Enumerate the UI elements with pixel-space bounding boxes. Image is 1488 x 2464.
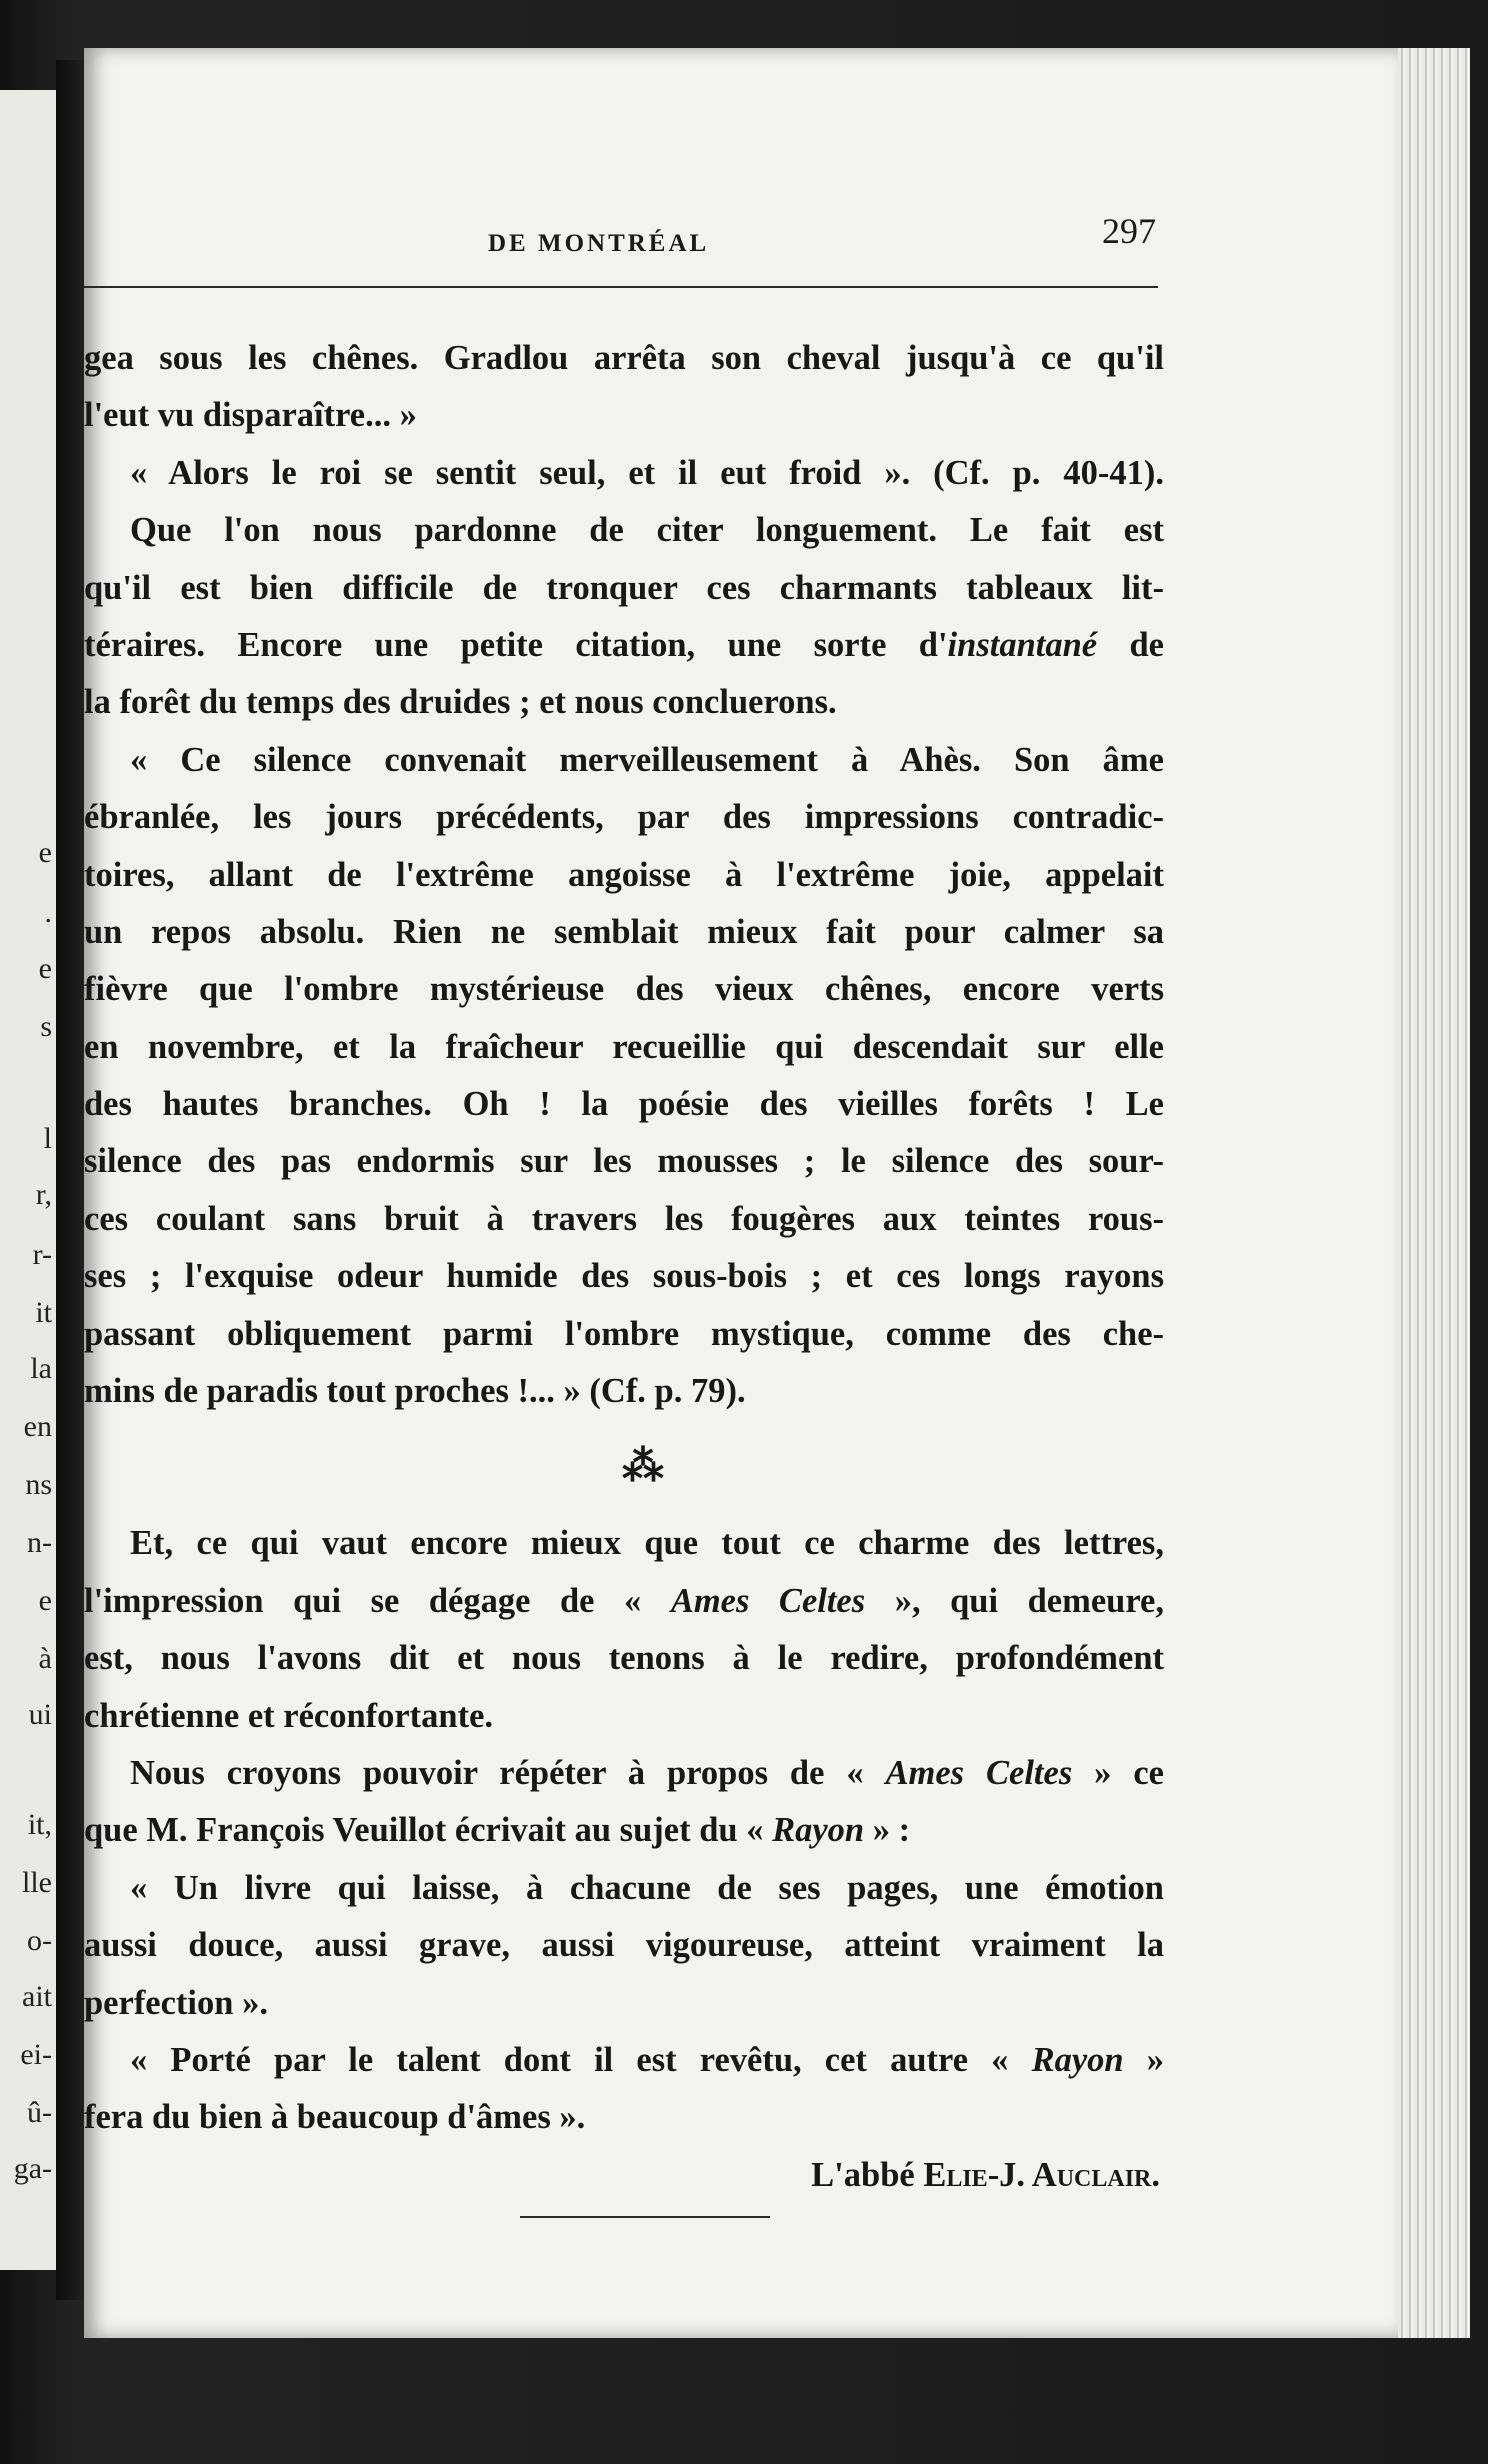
text-line: fièvre que l'ombre mystérieuse des vieux chênes, encore verts (84, 970, 1164, 1009)
text-line: Que l'on nous pardonne de citer longuement. Le fait est (130, 511, 1164, 550)
text-line: « Ce silence convenait merveilleusement à Ahès. Son âme (130, 740, 1164, 779)
fragment: e (38, 836, 52, 869)
running-head: DE MONTRÉAL (488, 230, 710, 257)
fragment: à (38, 1642, 52, 1675)
text-line: « Porté par le talent dont il est revêtu, cet autre « Rayon » (130, 2040, 1164, 2079)
text-line: Nous croyons pouvoir répéter à propos de « Ames Celtes » ce (130, 1753, 1164, 1792)
text-line: silence des pas endormis sur les mousses ; le silence des sour- (84, 1142, 1164, 1181)
page-header (84, 210, 1164, 270)
fragment: û- (27, 2096, 52, 2129)
text-line: chrétienne et réconfortante. (84, 1696, 494, 1735)
fragment: la (30, 1352, 52, 1385)
fragment: o- (27, 1924, 52, 1957)
text-line: Et, ce qui vaut encore mieux que tout ce charme des lettres, (130, 1524, 1164, 1563)
text-line: téraires. Encore une petite citation, une sorte d'instantané de (84, 625, 1164, 664)
fragment: n- (27, 1526, 52, 1559)
text-line: est, nous l'avons dit et nous tenons à le redire, profondément (84, 1639, 1164, 1678)
header-rule (84, 286, 1158, 288)
book-title: Ames Celtes (885, 1753, 1073, 1792)
fragment: r, (35, 1178, 52, 1211)
italic-term: instantané (947, 625, 1098, 664)
text-line: ébranlée, les jours précédents, par des impressions contradic- (84, 798, 1164, 837)
page-number: 297 (1102, 211, 1156, 251)
fragment: ga- (13, 2152, 52, 2185)
text-line: passant obliquement parmi l'ombre mystique, comme des che- (84, 1314, 1164, 1353)
fragment: r- (32, 1238, 52, 1271)
text-line: perfection ». (84, 1983, 268, 2022)
fragment: l (43, 1122, 52, 1155)
text-line: aussi douce, aussi grave, aussi vigoureuse, atteint vraiment la (84, 1926, 1164, 1965)
text-line: mins de paradis tout proches !... » (Cf. p. 79). (84, 1372, 746, 1411)
text-line: que M. François Veuillot écrivait au sujet du « Rayon » : (84, 1811, 911, 1850)
text-line: un repos absolu. Rien ne semblait mieux fait pour calmer sa (84, 912, 1164, 951)
author-name: Elie-J. Auclair. (923, 2155, 1160, 2194)
asterism-separator: ⁂ (622, 1444, 666, 1491)
text-line: ces coulant sans bruit à travers les fougères aux teintes rous- (84, 1199, 1164, 1238)
author-signature: L'abbé Elie-J. Auclair. (811, 2155, 1160, 2194)
book-title: Rayon (1031, 2040, 1124, 2079)
text-line: toires, allant de l'extrême angoisse à l'extrême joie, appelait (84, 855, 1164, 894)
text-line: la forêt du temps des druides ; et nous concluerons. (84, 683, 837, 722)
text-line: l'impression qui se dégage de « Ames Celtes », qui demeure, (84, 1581, 1164, 1620)
fragment: ait (22, 1980, 52, 2013)
text-line: qu'il est bien difficile de tronquer ces charmants tableaux lit- (84, 568, 1164, 607)
fragment: ns (25, 1468, 52, 1501)
fragment: e (38, 1584, 52, 1617)
fragment: en (23, 1410, 52, 1443)
book-title: Ames Celtes (670, 1581, 866, 1620)
text-line: en novembre, et la fraîcheur recueillie qui descendait sur elle (84, 1027, 1164, 1066)
text-line: « Un livre qui laisse, à chacune de ses pages, une émotion (130, 1868, 1164, 1907)
text-line: fera du bien à beaucoup d'âmes ». (84, 2098, 586, 2137)
page-stack-edges (1398, 48, 1470, 2338)
closing-rule (520, 2216, 770, 2218)
facing-page-edge (0, 90, 56, 2270)
fragment: e (38, 952, 52, 985)
book-title: Rayon (772, 1811, 865, 1850)
text-line: « Alors le roi se sentit seul, et il eut froid ». (Cf. p. 40-41). (130, 453, 1164, 492)
body-text (84, 330, 1164, 2204)
fragment: ei- (20, 2038, 52, 2071)
fragment: ui (28, 1698, 52, 1731)
text-line: gea sous les chênes. Gradlou arrêta son cheval jusqu'à ce qu'il (84, 339, 1164, 377)
fragment: . (44, 896, 52, 929)
fragment: it, (27, 1808, 52, 1841)
fragment: s (40, 1010, 52, 1043)
fragment: it (35, 1296, 52, 1329)
text-line: des hautes branches. Oh ! la poésie des vieilles forêts ! Le (84, 1085, 1164, 1124)
text-line: l'eut vu disparaître... » (84, 396, 417, 435)
text-line: ses ; l'exquise odeur humide des sous-bois ; et ces longs rayons (84, 1257, 1164, 1296)
fragment: lle (22, 1866, 52, 1899)
